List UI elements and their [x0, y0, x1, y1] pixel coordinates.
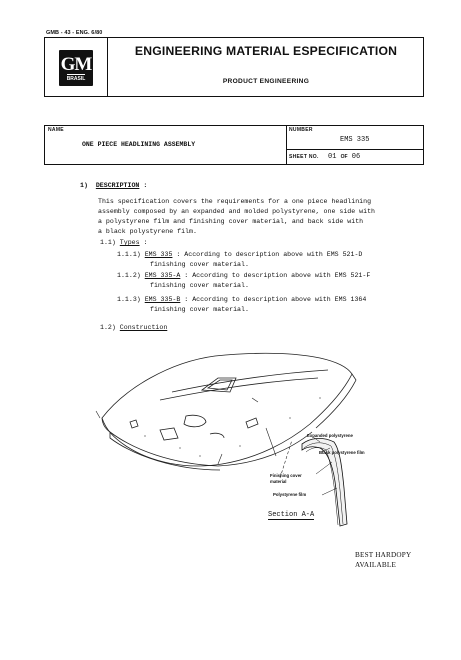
- label-finishing-cover: Finishing cover: [270, 473, 302, 478]
- sheet-label: SHEET NO.: [289, 154, 319, 160]
- type-number: 1.1.1): [117, 251, 141, 258]
- label-polystyrene-film: Polystyrene film: [273, 492, 307, 497]
- label-expanded-polystyrene: Expanded polystyrene: [307, 433, 353, 438]
- type-line-2: finishing cover material.: [150, 261, 249, 268]
- section-1-title: DESCRIPTION: [95, 182, 140, 189]
- page-subtitle: PRODUCT ENGINEERING: [222, 78, 310, 85]
- type-line: : According to description above with EMS 1364: [180, 296, 367, 303]
- sheet-of: OF: [340, 154, 348, 160]
- number-value: EMS 335: [340, 136, 370, 144]
- section-1-2-number: 1.2): [100, 324, 116, 331]
- footer-line-1: BEST HARDOPY: [355, 551, 412, 559]
- number-label: NUMBER: [289, 127, 313, 133]
- description-line: a black polystyrene film.: [98, 228, 197, 235]
- type-item: [117, 295, 417, 315]
- form-code: GMB - 43 - ENG. 6/80: [46, 30, 103, 36]
- section-1-1-number: 1.1): [100, 239, 116, 246]
- section-1-1-heading: [100, 238, 148, 248]
- type-item: [117, 250, 417, 270]
- section-1-number: 1): [80, 182, 88, 189]
- label-finishing-material: material: [270, 479, 287, 484]
- gm-logo: [59, 50, 93, 86]
- headliner-drawing: [90, 338, 380, 543]
- sheet-total: 06: [351, 153, 361, 161]
- section-1-1-title: Types: [119, 239, 140, 246]
- logo-main: GM: [60, 53, 92, 75]
- footer-line-2: AVAILABLE: [355, 561, 397, 569]
- type-item: [117, 271, 417, 291]
- section-1-2-heading: [100, 323, 167, 333]
- description-line: This specification covers the requirements for a one piece headlining: [98, 198, 372, 205]
- drawing-texture: [144, 397, 320, 456]
- type-line-2: finishing cover material.: [150, 282, 249, 289]
- description-line: assembly composed by an expanded and molded polystyrene, one side with: [98, 208, 375, 215]
- description-paragraph: [98, 197, 418, 237]
- name-label: NAME: [48, 127, 64, 133]
- section-1-1-colon: :: [143, 239, 148, 246]
- number-sheet-divider: [286, 149, 424, 150]
- label-black-polystyrene-film: Black polystyrene film: [319, 450, 365, 455]
- section-1-2-title: Construction: [119, 324, 168, 331]
- section-1-colon: :: [143, 182, 148, 189]
- name-value: ONE PIECE HEADLINING ASSEMBLY: [82, 141, 196, 148]
- type-code: EMS 335: [144, 251, 173, 258]
- footer-note: [355, 550, 435, 570]
- type-number: 1.1.2): [117, 272, 141, 279]
- type-number: 1.1.3): [117, 296, 141, 303]
- sheet-value: [328, 153, 360, 161]
- headliner-outline: [102, 353, 356, 470]
- label-section-a-a: Section A-A: [268, 511, 315, 519]
- sheet-current: 01: [328, 153, 337, 161]
- type-line-2: finishing cover material.: [150, 306, 249, 313]
- page-title: ENGINEERING MATERIAL ESPECIFICATION: [134, 44, 398, 58]
- type-line: : According to description above with EMS 521-D: [172, 251, 363, 258]
- logo-sub: BRASIL: [66, 75, 86, 82]
- section-1-heading: [80, 181, 147, 191]
- description-line: a polystyrene film and finishing cover material, and back side with: [98, 218, 364, 225]
- type-line: : According to description above with EMS 521-F: [180, 272, 371, 279]
- name-number-divider: [286, 125, 287, 165]
- type-code: EMS 335-A: [144, 272, 181, 279]
- type-code: EMS 335-B: [144, 296, 181, 303]
